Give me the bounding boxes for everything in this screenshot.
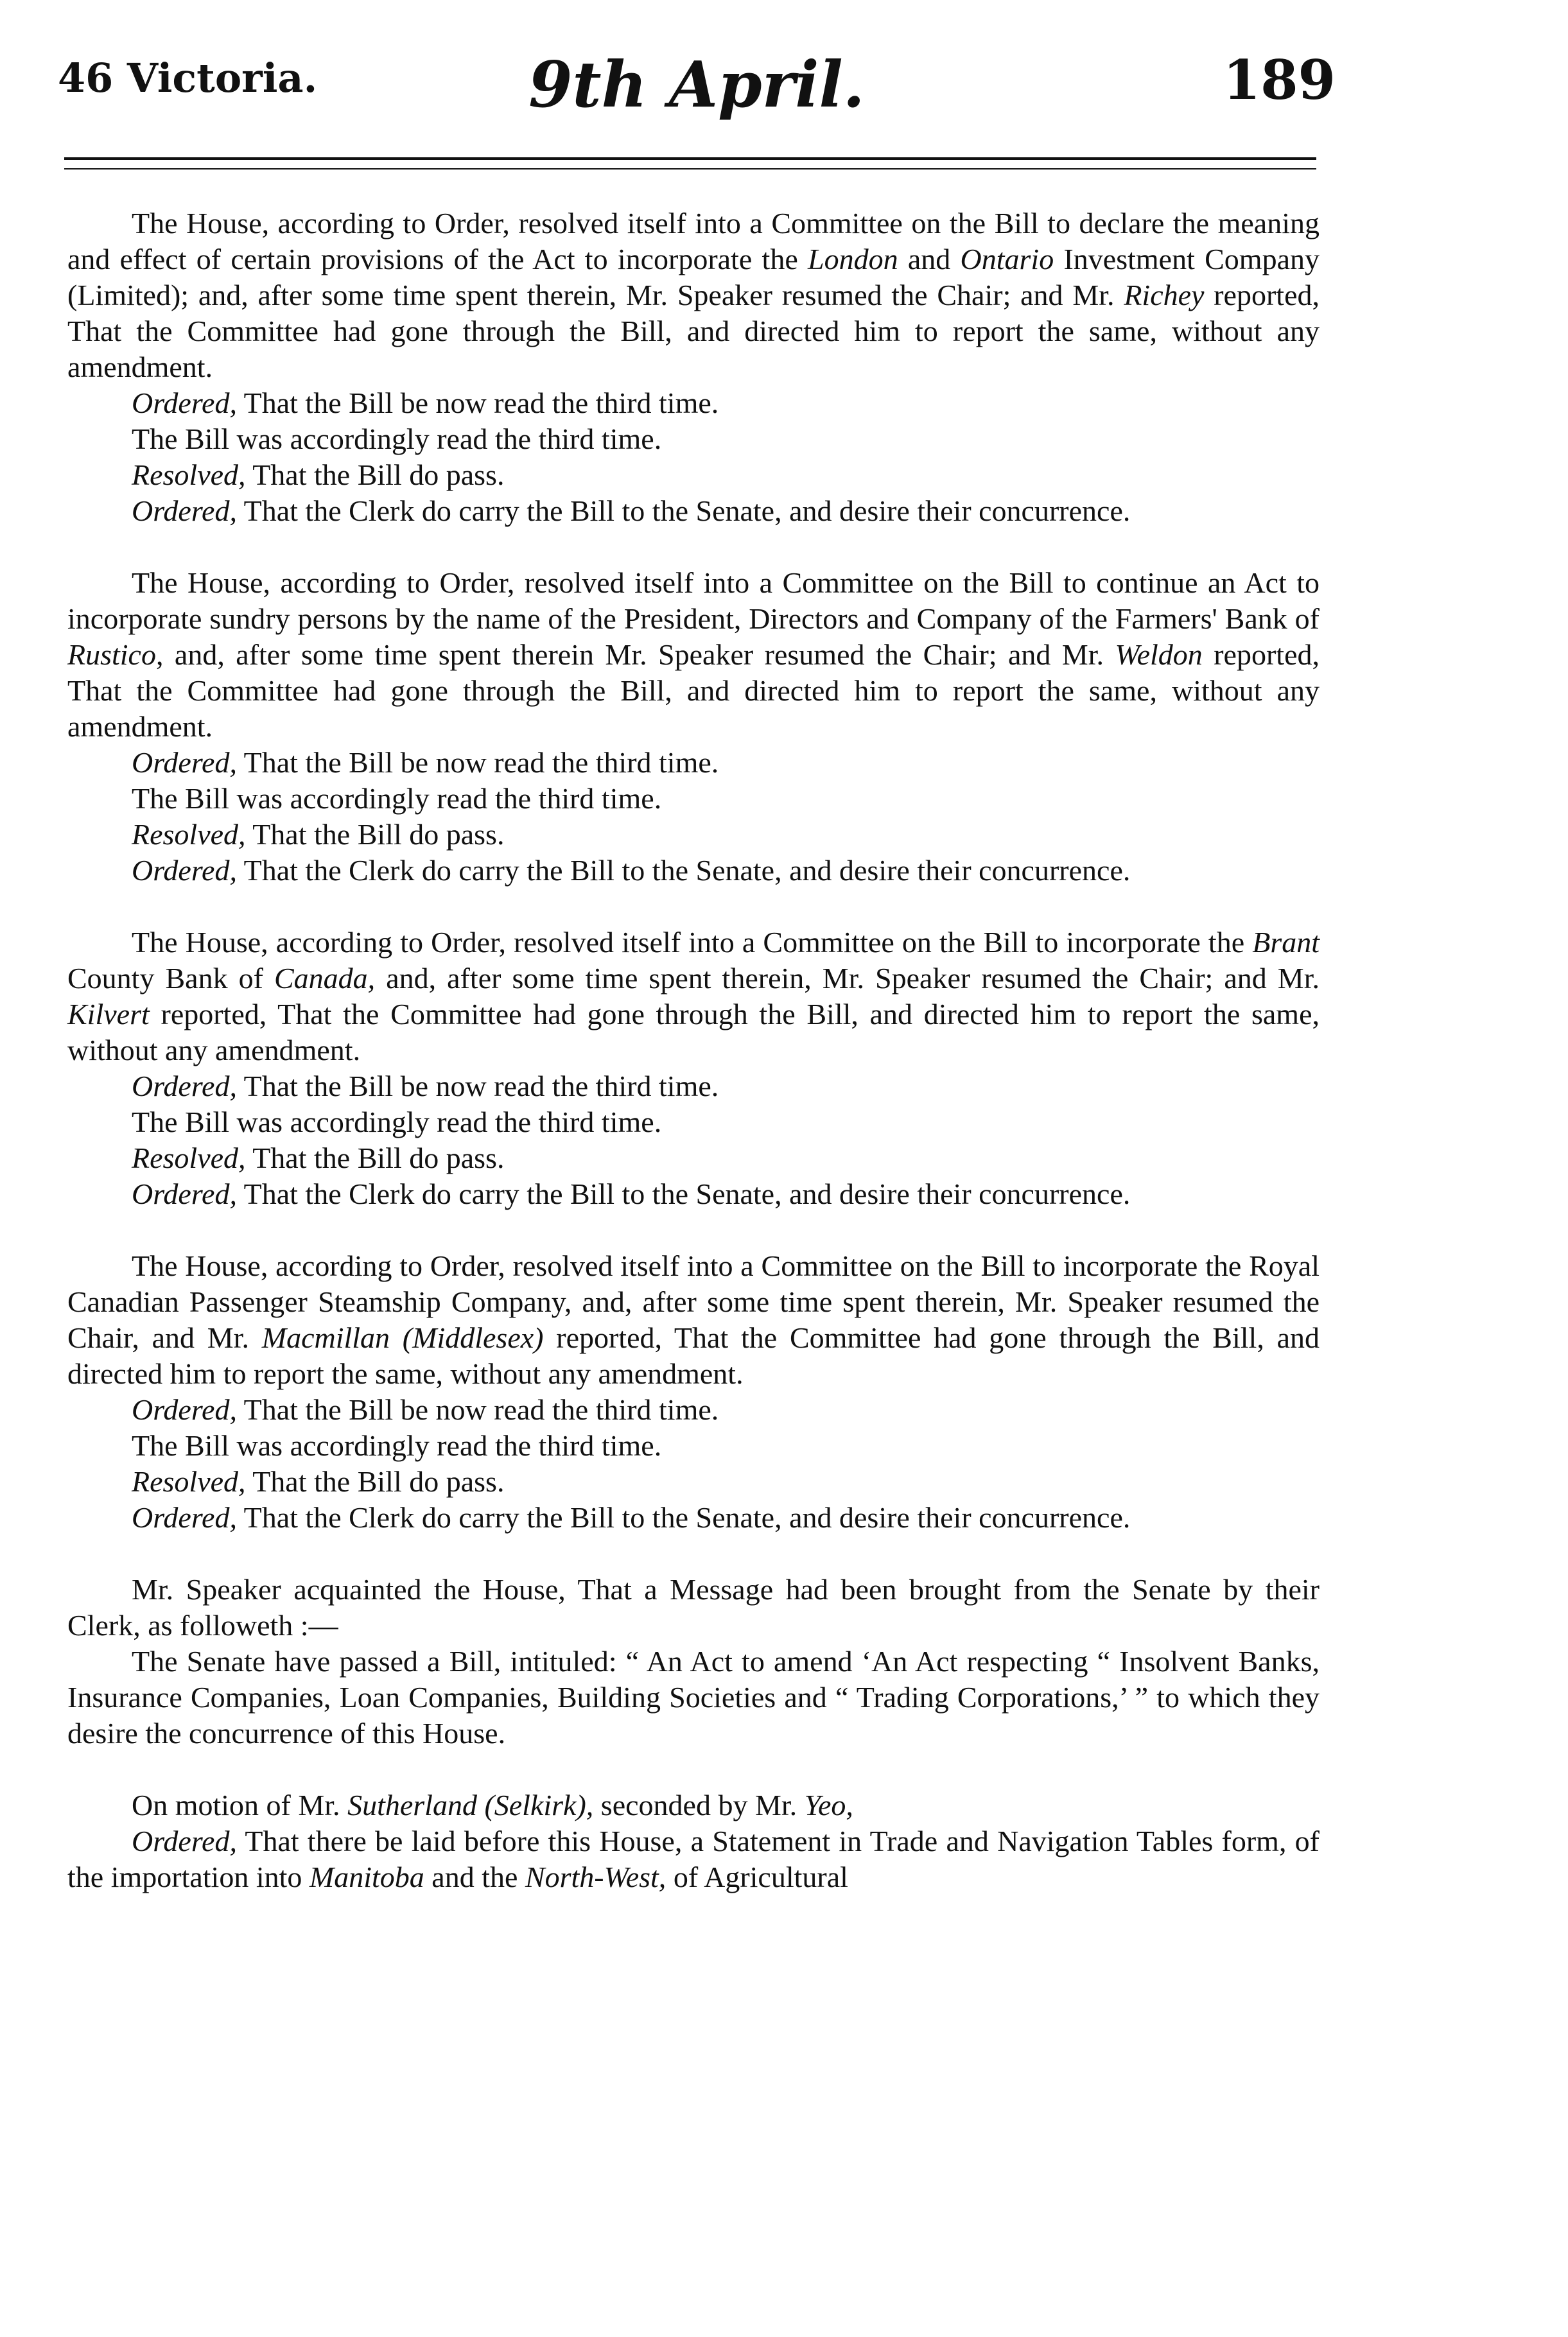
ordered-third-reading: Ordered, That the Bill be now read the third time. [132, 1393, 719, 1426]
ordered-third-reading: Ordered, That the Bill be now read the third time. [132, 1070, 719, 1102]
message-intro: Mr. Speaker acquainted the House, That a Message had been brought from the Senate by their Clerk, as followeth :— [67, 1573, 1320, 1642]
bill-read-line: The Bill was accordingly read the third time. [132, 782, 662, 815]
committee-paragraph: The House, according to Order, resolved itself into a Committee on the Bill to incorporate the Royal Canadian Passenger Steamship Company, and, after some time spent therein, Mr. Speaker resumed the Chair, and Mr. Macmillan (Middlesex) reported, That the Committee had gone through the Bill, and directed him to report the same, without any amendment. [67, 1249, 1320, 1390]
header-rule-bottom [64, 168, 1316, 169]
senate-message [67, 1572, 1320, 1751]
session-label: 46 Victoria. [58, 55, 318, 101]
journal-body [67, 205, 1320, 1931]
resolved-pass: Resolved, That the Bill do pass. [132, 458, 505, 491]
committee-paragraph: The House, according to Order, resolved itself into a Committee on the Bill to incorporate the Brant County Bank of Canada, and, after some time spent therein, Mr. Speaker resumed the Chair; and Mr. Kilvert reported, That the Committee had gone through the Bill, and directed him to report the same, without any amendment. [67, 926, 1320, 1066]
ordered-third-reading: Ordered, That the Bill be now read the third time. [132, 746, 719, 779]
page-number: 189 [1223, 48, 1336, 112]
ordered-third-reading: Ordered, That the Bill be now read the third time. [132, 387, 719, 419]
resolved-pass: Resolved, That the Bill do pass. [132, 818, 505, 851]
bill-read-line: The Bill was accordingly read the third time. [132, 1106, 662, 1138]
header-rule-top [64, 157, 1316, 160]
committee-paragraph: The House, according to Order, resolved itself into a Committee on the Bill to declare the meaning and effect of certain provisions of the Act to incorporate the London and Ontario Investment Company (Limited); and, after some time spent therein, Mr. Speaker resumed the Chair; and Mr. Richey reported, That the Committee had gone through the Bill, and directed him to report the same, without any amendment. [67, 207, 1320, 383]
motion-ordered: Ordered, That there be laid before this House, a Statement in Trade and Navigation Tables form, of the importation into Manitoba and the North-West, of Agricultural [67, 1825, 1320, 1893]
ordered-clerk: Ordered, That the Clerk do carry the Bill to the Senate, and desire their concurrence. [132, 1501, 1131, 1534]
page-header [58, 48, 1336, 138]
motion-mover: On motion of Mr. Sutherland (Selkirk), seconded by Mr. Yeo, [132, 1789, 853, 1821]
bill-read-line: The Bill was accordingly read the third time. [132, 422, 662, 455]
committee-paragraph: The House, according to Order, resolved itself into a Committee on the Bill to continue an Act to incorporate sundry persons by the name of the President, Directors and Company of the Farmers' Bank of Rustico, and, after some time spent therein Mr. Speaker resumed the Chair; and Mr. Weldon reported, That the Committee had gone through the Bill, and directed him to report the same, without any amendment. [67, 566, 1320, 743]
resolved-pass: Resolved, That the Bill do pass. [132, 1142, 505, 1174]
committee-proceeding [67, 925, 1320, 1212]
ordered-clerk: Ordered, That the Clerk do carry the Bill to the Senate, and desire their concurrence. [132, 494, 1131, 527]
committee-proceeding [67, 565, 1320, 889]
message-quote: The Senate have passed a Bill, intituled: “ An Act to amend ‘An Act respecting “ Insolvent Banks, Insurance Companies, Loan Companies, Building Societies and “ Trading Corporations,’ ” to which they desire the concurrence of this House. [67, 1645, 1320, 1750]
ordered-clerk: Ordered, That the Clerk do carry the Bill to the Senate, and desire their concurrence. [132, 854, 1131, 887]
ordered-clerk: Ordered, That the Clerk do carry the Bill to the Senate, and desire their concurrence. [132, 1177, 1131, 1210]
motion-statement [67, 1787, 1320, 1895]
bill-read-line: The Bill was accordingly read the third time. [132, 1429, 662, 1462]
committee-proceeding [67, 1248, 1320, 1536]
resolved-pass: Resolved, That the Bill do pass. [132, 1465, 505, 1498]
committee-proceeding [67, 205, 1320, 529]
page-date: 9th April. [528, 48, 865, 122]
